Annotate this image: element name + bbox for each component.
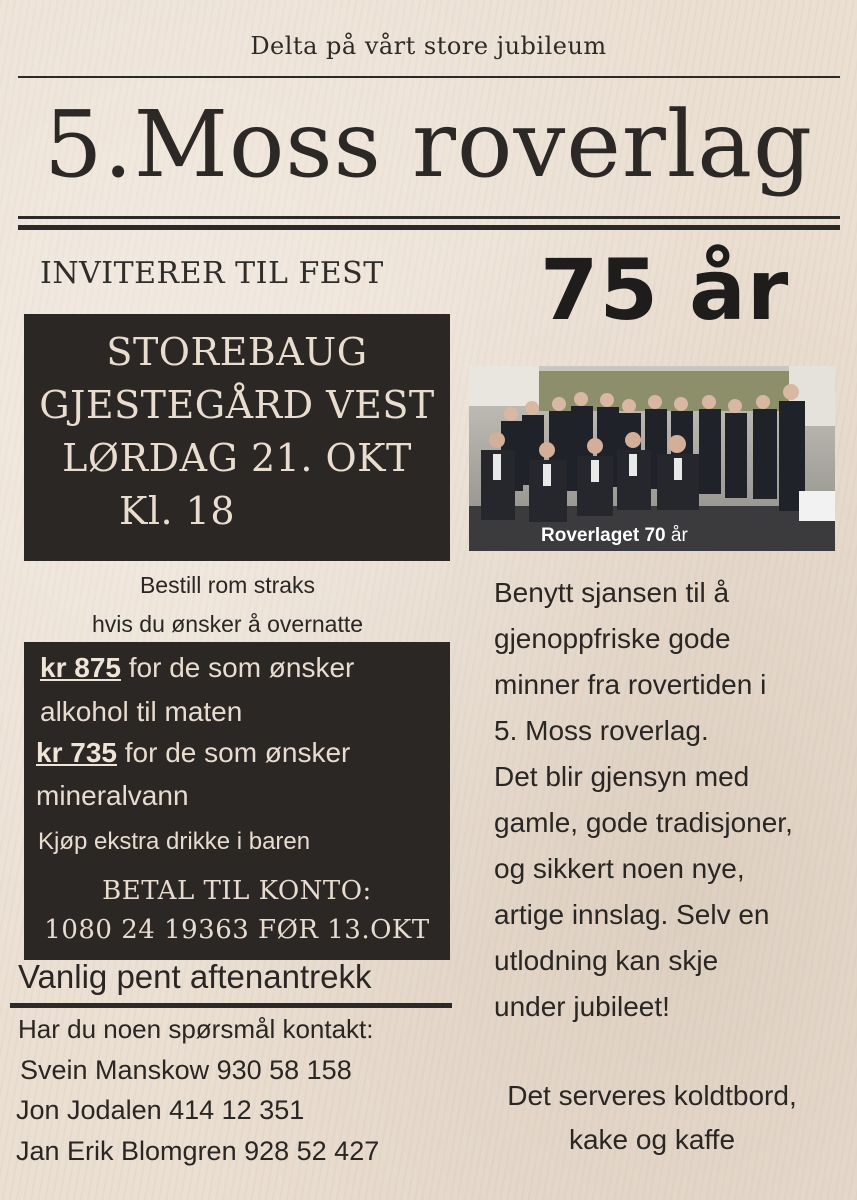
contact-heading: Har du noen spørsmål kontakt: <box>18 1014 374 1044</box>
divider-dress <box>10 1003 452 1008</box>
extra-drinks-note: Kjøp ekstra drikke i baren <box>38 828 311 855</box>
price-line-mineral-2: mineralvann <box>36 780 189 811</box>
body-line: Det blir gjensyn med <box>494 761 750 792</box>
tagline: Delta på vårt store jubileum <box>250 32 607 60</box>
price-alcohol: kr 875 <box>40 652 121 683</box>
venue-name-2: GJESTEGÅRD VEST <box>39 383 435 427</box>
body-line: gjenoppfriske gode <box>494 623 731 654</box>
body-line: artige innslag. Selv en <box>494 899 770 930</box>
contact-person: Svein Manskow 930 58 158 <box>20 1055 352 1085</box>
body-text <box>494 570 839 1030</box>
venue-name: STOREBAUG <box>106 330 368 374</box>
body-line: minner fra rovertiden i <box>494 669 767 700</box>
payment-account: 1080 24 19363 FØR 13.OKT <box>44 915 430 945</box>
divider-double-thin <box>18 216 840 219</box>
contact-person: Jon Jodalen 414 12 351 <box>16 1095 305 1125</box>
event-time: Kl. 18 <box>118 489 236 533</box>
serving-line-1: Det serveres koldtbord, <box>507 1080 797 1111</box>
invite-heading: INVITERER TIL FEST <box>40 256 384 291</box>
event-date: LØRDAG 21. OKT <box>62 436 412 480</box>
group-photo <box>469 366 835 551</box>
divider-top <box>18 76 840 78</box>
venue-box <box>24 314 450 561</box>
photo-caption: Roverlaget 70 år <box>541 525 688 546</box>
price-line-alcohol: kr 875 for de som ønsker <box>40 652 355 683</box>
main-title: 5.Moss roverlag <box>44 91 813 198</box>
body-line: og sikkert noen nye, <box>494 853 745 884</box>
price-box <box>24 642 450 960</box>
body-line: utlodning kan skje <box>494 945 719 976</box>
anniversary-heading: 75 år <box>540 241 790 339</box>
contact-person: Jan Erik Blomgren 928 52 427 <box>16 1136 380 1166</box>
body-line: under jubileet! <box>494 991 670 1022</box>
divider-double-thick <box>18 225 840 230</box>
body-line: gamle, gode tradisjoner, <box>494 807 793 838</box>
dress-code: Vanlig pent aftenantrekk <box>18 958 372 995</box>
booking-line-2: hvis du ønsker å overnatte <box>91 611 364 637</box>
payment-label: BETAL TIL KONTO: <box>102 876 372 906</box>
price-line-mineral: kr 735 for de som ønsker <box>36 737 351 768</box>
body-line: Benytt sjansen til å <box>494 577 730 608</box>
serving-line-2: kake og kaffe <box>568 1124 736 1155</box>
price-line-alcohol-2: alkohol til maten <box>40 696 243 727</box>
price-mineral: kr 735 <box>36 737 117 768</box>
group-photo-image <box>469 366 835 551</box>
booking-line-1: Bestill rom straks <box>139 572 316 598</box>
body-line: 5. Moss roverlag. <box>494 715 709 746</box>
